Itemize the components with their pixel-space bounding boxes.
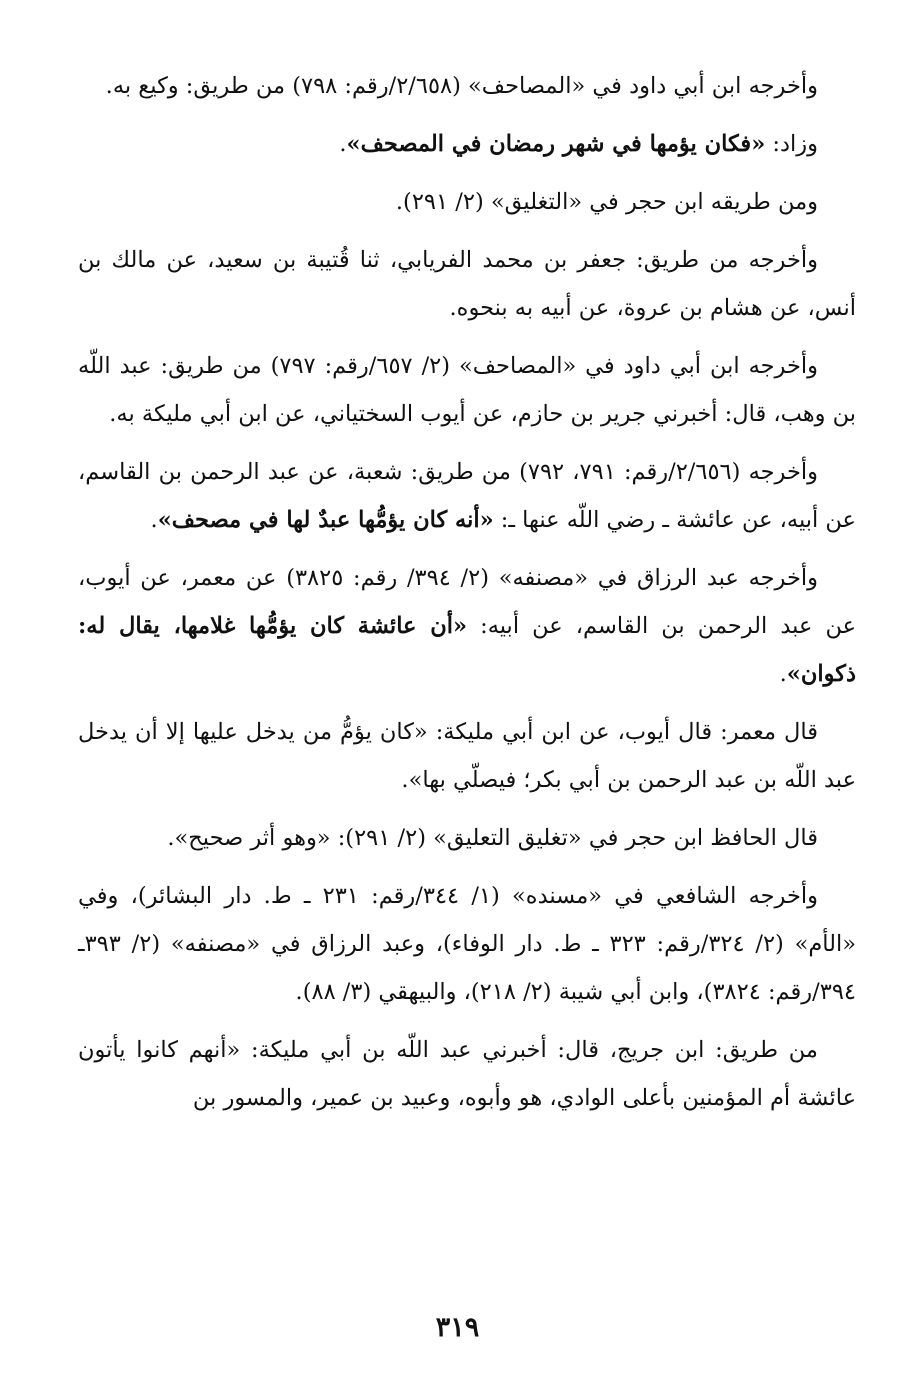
- page-body: [78, 62, 856, 1132]
- text-segment: .: [150, 507, 158, 533]
- text-segment: .: [339, 131, 347, 157]
- text-segment: وأخرجه ابن أبي داود في «المصاحف» (٢/٦٥٨/رقم: ٧٩٨) من طريق: وكيع به.: [105, 73, 818, 99]
- text-segment: وأخرجه (٢/٦٥٦/رقم: ٧٩١، ٧٩٢) من طريق: شعبة، عن عبد الرحمن بن القاسم، عن أبيه، عن عائشة ـ رضي اللّه عنها ـ:: [78, 459, 856, 533]
- paragraph: [78, 178, 856, 226]
- bold-quote: «أنه كان يؤمُّها عبدٌ لها في مصحف»: [157, 507, 494, 533]
- paragraph: [78, 872, 856, 1016]
- text-segment: ومن طريقه ابن حجر في «التغليق» (٢/ ٢٩١).: [395, 189, 818, 215]
- text-segment: وأخرجه الشافعي في «مسنده» (١/ ٣٤٤/رقم: ٢٣١ ـ ط. دار البشائر)، وفي «الأم» (٢/ ٣٢٤/رقم: ٣٢٣ ـ ط. دار الوفاء)، وعبد الرزاق في «مصنفه» (٢/ ٣٩٣ـ ٣٩٤/رقم: ٣٨٢٤)، وابن أبي شيبة (٢/ ٢١٨)، والبيهقي (٣/ ٨٨).: [78, 883, 857, 1005]
- text-segment: وأخرجه عبد الرزاق في «مصنفه» (٢/ ٣٩٤/ رقم: ٣٨٢٥) عن معمر، عن أيوب، عن عبد الرحمن بن القاسم، عن أبيه:: [78, 565, 856, 639]
- text-segment: قال معمر: قال أيوب، عن ابن أبي مليكة: «كان يؤمُّ من يدخل عليها إلا أن يدخل عبد اللّه بن عبد الرحمن بن أبي بكر؛ فيصلّي بها».: [78, 719, 856, 793]
- paragraph: [78, 236, 856, 332]
- paragraph: [78, 554, 856, 698]
- page-number: ٣١٩: [435, 1312, 480, 1343]
- paragraph: [78, 342, 856, 438]
- paragraph: [78, 120, 856, 168]
- text-segment: وزاد:: [765, 131, 818, 157]
- paragraph: [78, 708, 856, 804]
- paragraph: [78, 448, 856, 544]
- text-segment: وأخرجه من طريق: جعفر بن محمد الفريابي، ثنا قُتيبة بن سعيد، عن مالك بن أنس، عن هشام بن عروة، عن أبيه به بنحوه.: [78, 247, 856, 321]
- text-segment: وأخرجه ابن أبي داود في «المصاحف» (٢/ ٦٥٧/رقم: ٧٩٧) من طريق: عبد اللّه بن وهب، قال: أخبرني جرير بن حازم، عن أيوب السختياني، عن ابن أبي مليكة به.: [78, 353, 856, 427]
- paragraph: [78, 814, 856, 862]
- bold-quote: «فكان يؤمها في شهر رمضان في المصحف»: [346, 131, 766, 157]
- bold-quote: «أن عائشة كان يؤمُّها غلامها، يقال له: ذكوان»: [78, 613, 856, 687]
- paragraph: [78, 62, 856, 110]
- text-segment: .: [779, 661, 787, 687]
- text-segment: من طريق: ابن جريج، قال: أخبرني عبد اللّه بن أبي مليكة: «أنهم كانوا يأتون عائشة أم المؤمنين بأعلى الوادي، هو وأبوه، وعبيد بن عمير، والمسور بن: [78, 1037, 856, 1111]
- text-segment: قال الحافظ ابن حجر في «تغليق التعليق» (٢/ ٢٩١): «وهو أثر صحيح».: [167, 825, 818, 851]
- paragraph: [78, 1026, 856, 1122]
